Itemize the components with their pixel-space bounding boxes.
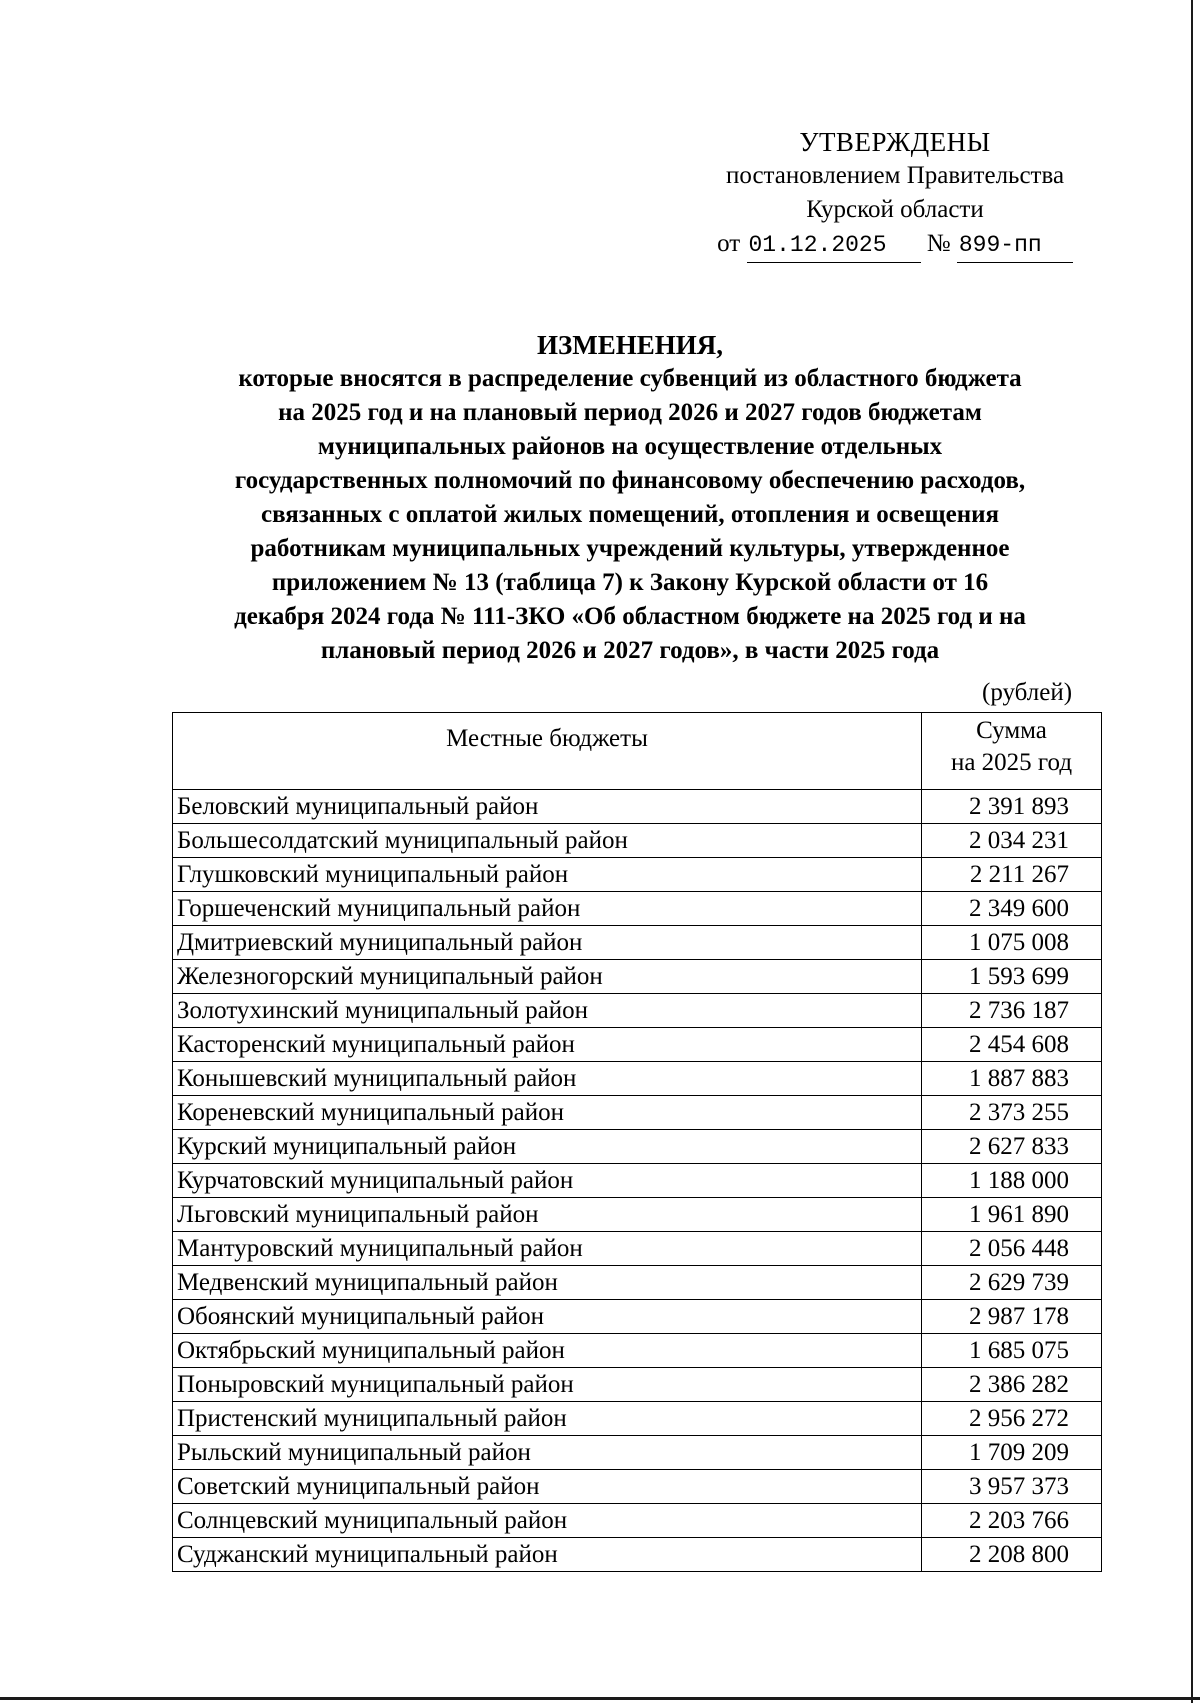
table-row — [173, 960, 1102, 994]
district-sum: 2 629 739 — [922, 1266, 1102, 1300]
district-sum: 2 987 178 — [922, 1300, 1102, 1334]
date-prefix: от — [717, 230, 741, 257]
district-name: Мантуровский муниципальный район — [173, 1232, 922, 1266]
units-label: (рублей) — [982, 679, 1073, 706]
district-sum: 1 075 008 — [922, 926, 1102, 960]
district-name: Горшеченский муниципальный район — [173, 892, 922, 926]
table-row — [173, 1368, 1102, 1402]
subtitle-line: которые вносятся в распределение субвенций из областного бюджета — [238, 365, 1022, 392]
district-name: Беловский муниципальный район — [173, 790, 922, 824]
district-name: Советский муниципальный район — [173, 1470, 922, 1504]
district-sum: 1 961 890 — [922, 1198, 1102, 1232]
district-name: Солнцевский муниципальный район — [173, 1504, 922, 1538]
district-name: Октябрьский муниципальный район — [173, 1334, 922, 1368]
document-title: ИЗМЕНЕНИЯ, — [536, 330, 723, 360]
district-name: Суджанский муниципальный район — [173, 1538, 922, 1572]
table-row — [173, 1504, 1102, 1538]
table-row — [173, 1232, 1102, 1266]
subtitle-line: на 2025 год и на плановый период 2026 и 2027 годов бюджетам — [278, 399, 982, 426]
table-body — [173, 790, 1102, 1572]
approval-title: УТВЕРЖДЕНЫ — [799, 127, 991, 157]
scan-right-edge — [1191, 0, 1193, 1703]
district-name: Железногорский муниципальный район — [173, 960, 922, 994]
district-name: Медвенский муниципальный район — [173, 1266, 922, 1300]
approval-stamp — [690, 125, 1100, 263]
table-header-row — [173, 713, 1102, 790]
document-heading — [165, 328, 1095, 668]
district-sum: 1 188 000 — [922, 1164, 1102, 1198]
table-row — [173, 1062, 1102, 1096]
budget-table — [172, 712, 1102, 1572]
table-row — [173, 1300, 1102, 1334]
table-row — [173, 790, 1102, 824]
district-sum: 2 034 231 — [922, 824, 1102, 858]
district-sum: 2 203 766 — [922, 1504, 1102, 1538]
district-name: Пристенский муниципальный район — [173, 1402, 922, 1436]
district-name: Касторенский муниципальный район — [173, 1028, 922, 1062]
table-row — [173, 1538, 1102, 1572]
table-row — [173, 1334, 1102, 1368]
district-name: Поныровский муниципальный район — [173, 1368, 922, 1402]
approval-number: 899-пп — [957, 228, 1073, 263]
subtitle-line: муниципальных районов на осуществление отдельных — [317, 433, 943, 460]
district-name: Рыльский муниципальный район — [173, 1436, 922, 1470]
district-sum: 3 957 373 — [922, 1470, 1102, 1504]
table-row — [173, 1164, 1102, 1198]
district-sum: 2 373 255 — [922, 1096, 1102, 1130]
scan-bottom-edge — [0, 1697, 1200, 1700]
table-row — [173, 1266, 1102, 1300]
district-sum: 2 627 833 — [922, 1130, 1102, 1164]
district-sum: 2 056 448 — [922, 1232, 1102, 1266]
table-row — [173, 1096, 1102, 1130]
approval-date: 01.12.2025 — [747, 228, 921, 263]
column-header-budgets: Местные бюджеты — [173, 713, 922, 790]
approval-line-1: постановлением Правительства — [725, 162, 1065, 189]
table-row — [173, 824, 1102, 858]
number-sign: № — [926, 230, 951, 257]
subtitle-line: декабря 2024 года № 111-ЗКО «Об областном бюджете на 2025 год и на — [234, 603, 1026, 630]
table-row — [173, 926, 1102, 960]
district-sum: 1 887 883 — [922, 1062, 1102, 1096]
table-row — [173, 1028, 1102, 1062]
subtitle-line: связанных с оплатой жилых помещений, отопления и освещения — [260, 501, 1000, 528]
district-sum: 2 208 800 — [922, 1538, 1102, 1572]
district-sum: 1 709 209 — [922, 1436, 1102, 1470]
district-sum: 1 593 699 — [922, 960, 1102, 994]
table-row — [173, 858, 1102, 892]
approval-date-number — [690, 227, 1100, 263]
subtitle-line: приложением № 13 (таблица 7) к Закону Курской области от 16 — [271, 569, 989, 596]
approval-line-2: Курской области — [806, 196, 984, 223]
district-name: Курский муниципальный район — [173, 1130, 922, 1164]
district-name: Кореневский муниципальный район — [173, 1096, 922, 1130]
column-header-sum-line1: Сумма — [976, 717, 1047, 744]
table-row — [173, 1470, 1102, 1504]
district-sum: 2 391 893 — [922, 790, 1102, 824]
district-name: Дмитриевский муниципальный район — [173, 926, 922, 960]
district-name: Конышевский муниципальный район — [173, 1062, 922, 1096]
district-sum: 2 956 272 — [922, 1402, 1102, 1436]
district-name: Обоянский муниципальный район — [173, 1300, 922, 1334]
subtitle-line: работникам муниципальных учреждений культуры, утвержденное — [250, 535, 1010, 562]
table-row — [173, 1130, 1102, 1164]
column-header-sum — [922, 713, 1102, 790]
district-sum: 2 211 267 — [922, 858, 1102, 892]
table-row — [173, 1436, 1102, 1470]
table-row — [173, 1198, 1102, 1232]
table-row — [173, 1402, 1102, 1436]
column-header-sum-line2: на 2025 год — [950, 749, 1073, 776]
district-sum: 1 685 075 — [922, 1334, 1102, 1368]
subtitle-line: государственных полномочий по финансовому обеспечению расходов, — [234, 467, 1026, 494]
district-name: Золотухинский муниципальный район — [173, 994, 922, 1028]
table-row — [173, 994, 1102, 1028]
district-sum: 2 454 608 — [922, 1028, 1102, 1062]
district-name: Большесолдатский муниципальный район — [173, 824, 922, 858]
table-row — [173, 892, 1102, 926]
subtitle-line: плановый период 2026 и 2027 годов», в части 2025 года — [320, 637, 940, 664]
district-name: Глушковский муниципальный район — [173, 858, 922, 892]
district-name: Курчатовский муниципальный район — [173, 1164, 922, 1198]
district-sum: 2 386 282 — [922, 1368, 1102, 1402]
district-name: Льговский муниципальный район — [173, 1198, 922, 1232]
district-sum: 2 736 187 — [922, 994, 1102, 1028]
district-sum: 2 349 600 — [922, 892, 1102, 926]
